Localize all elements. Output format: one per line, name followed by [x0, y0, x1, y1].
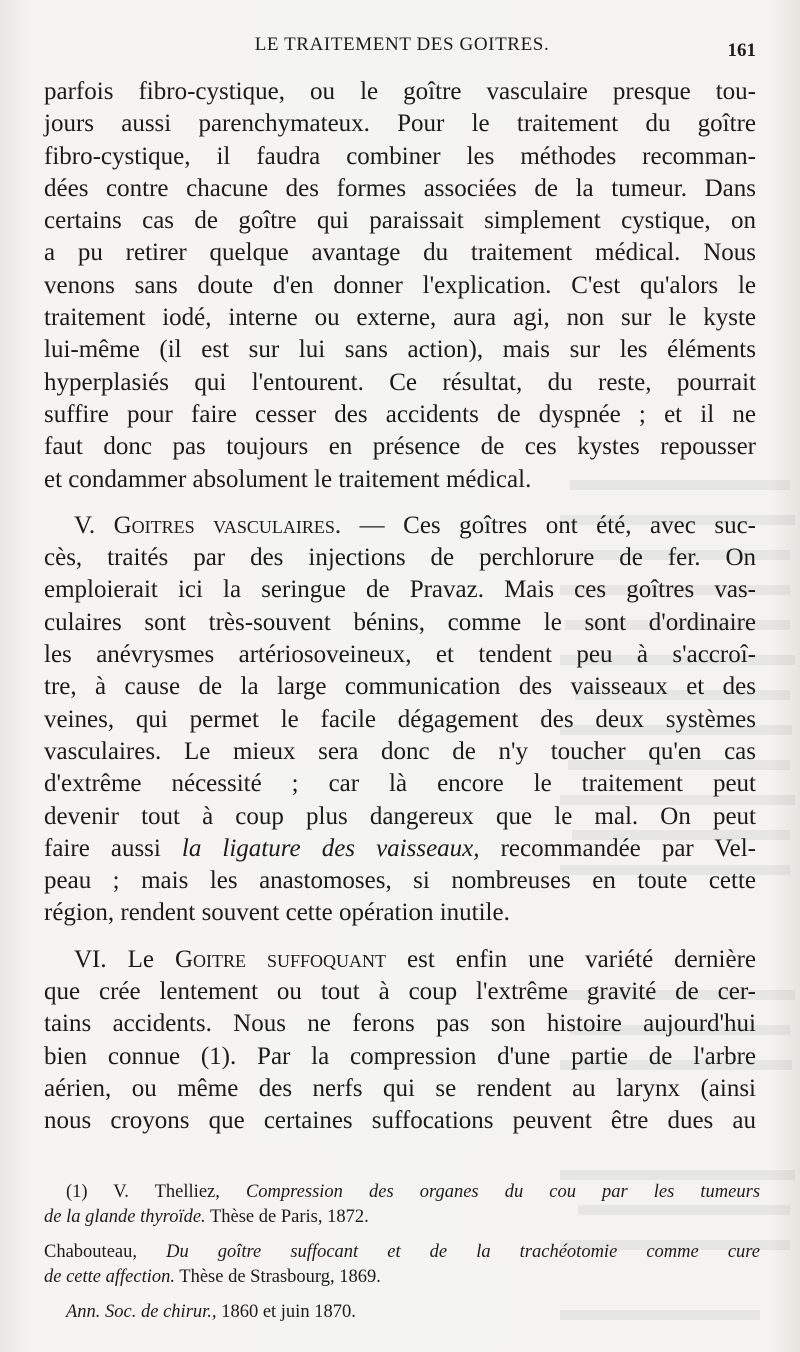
- text-line: les anévrysmes artériosoveineux, et tendent peu à s'accroî-: [44, 641, 756, 669]
- footnote-title: de la glande thyroïde.: [44, 1207, 206, 1227]
- section-heading: Goitre suffoquant: [174, 945, 387, 973]
- footnote-title: Compression des organes du cou par les tumeurs: [245, 1182, 761, 1202]
- paragraph-gap: [44, 930, 756, 944]
- footnote-journal: Ann. Soc. de chirur.,: [66, 1302, 217, 1322]
- text-line: que crée lentement ou tout à coup l'extrême gravité de cer-: [44, 978, 756, 1006]
- text-line: certains cas de goître qui paraissait simplement cystique, on: [44, 207, 756, 235]
- footnote-gap: [44, 1290, 760, 1300]
- footnote-citation: Thèse de Paris, 1872.: [209, 1207, 369, 1227]
- footnote-gap: [44, 1230, 760, 1240]
- section-goitre-suffoquant: [44, 944, 756, 1138]
- section-heading: Goitres vasculaires.: [113, 511, 342, 539]
- footnote-title: Du goître suffocant et de la trachéotomie comme cure: [166, 1242, 760, 1262]
- page-header: [44, 34, 760, 64]
- italic-phrase: la ligature des vaisseaux,: [181, 834, 480, 862]
- section-numeral: V.: [74, 511, 96, 539]
- footnotes: [44, 1180, 760, 1325]
- text-line: bien connue (1). Par la compression d'une partie de l'arbre: [44, 1042, 756, 1070]
- text-line: tains accidents. Nous ne ferons pas son histoire aujourd'hui: [44, 1010, 756, 1038]
- text-line: peau ; mais les anastomoses, si nombreuses en toute cette: [44, 867, 756, 895]
- footnote-author: Chabouteau,: [44, 1242, 137, 1262]
- text-line: tre, à cause de la large communication des vaisseaux et des: [44, 673, 756, 701]
- text-line: cès, traités par des injections de perchlorure de fer. On: [44, 544, 756, 572]
- text-fragment: est enfin une variété dernière: [407, 945, 757, 973]
- text-line: fibro-cystique, il faudra combiner les méthodes recomman-: [44, 142, 756, 170]
- footnote-1-line-1: [44, 1180, 760, 1205]
- text-line: nous croyons que certaines suffocations peuvent être dues au: [44, 1107, 756, 1135]
- text-fragment: faire aussi: [44, 834, 161, 862]
- text-fragment: — Ces goîtres ont été, avec suc-: [359, 511, 757, 539]
- text-line: dées contre chacune des formes associées de la tumeur. Dans: [44, 174, 756, 202]
- text-line: parfois fibro-cystique, ou le goître vasculaire presque tou-: [44, 78, 756, 105]
- text-line: devenir tout à coup plus dangereux que le mal. On peut: [44, 802, 756, 830]
- text-fragment: recommandée par Vel-: [500, 834, 757, 862]
- text-line: emploierait ici la seringue de Pravaz. Mais ces goîtres vas-: [44, 576, 756, 604]
- footnote-title: de cette affection.: [44, 1267, 175, 1287]
- text-line: faut donc pas toujours en présence de ces kystes repousser: [44, 433, 756, 461]
- text-line: venons sans doute d'en donner l'explication. C'est qu'alors le: [44, 271, 756, 299]
- running-head: LE TRAITEMENT DES GOITRES.: [254, 34, 550, 55]
- text-line: d'extrême nécessité ; car là encore le traitement peut: [44, 770, 756, 798]
- text-line: et condammer absolument le traitement médical.: [44, 465, 532, 493]
- footnote-2-line-2: [44, 1265, 760, 1290]
- footnote-citation: Thèse de Strasbourg, 1869.: [179, 1267, 381, 1287]
- page-number: 161: [727, 40, 756, 61]
- text-line-ligature: [44, 833, 756, 865]
- text-line: aérien, ou même des nerfs qui se rendent au larynx (ainsi: [44, 1074, 756, 1102]
- text-line: jours aussi parenchymateux. Pour le traitement du goître: [44, 110, 756, 138]
- footnote-marker: (1) V. Thelliez,: [66, 1182, 220, 1202]
- section-goitres-vasculaires: [44, 510, 756, 930]
- text-line: hyperplasiés qui l'entourent. Ce résultat, du reste, pourrait: [44, 368, 756, 396]
- text-line: lui-même (il est sur lui sans action), mais sur les éléments: [44, 336, 756, 364]
- body-text: [44, 76, 756, 1138]
- text-line: culaires sont très-souvent bénins, comme le sont d'ordinaire: [44, 608, 756, 636]
- paragraph-goitre-fibro-cystique: [44, 76, 756, 496]
- section-numeral: VI. Le: [74, 945, 154, 973]
- section-heading-line: [44, 510, 756, 542]
- text-line: suffire pour faire cesser des accidents de dyspnée ; et il ne: [44, 400, 756, 428]
- footnote-citation: 1860 et juin 1870.: [221, 1302, 356, 1322]
- text-line: a pu retirer quelque avantage du traitement médical. Nous: [44, 239, 756, 267]
- text-line: traitement iodé, interne ou externe, aura agi, non sur le kyste: [44, 304, 756, 332]
- text-line: vasculaires. Le mieux sera donc de n'y toucher qu'en cas: [44, 737, 756, 765]
- text-line: veines, qui permet le facile dégagement des deux systèmes: [44, 705, 756, 733]
- section-heading-line: [44, 944, 756, 976]
- footnote-2-line-1: [44, 1240, 760, 1265]
- paragraph-gap: [44, 496, 756, 510]
- footnote-1-line-2: [44, 1205, 760, 1230]
- footnote-3: [44, 1300, 760, 1325]
- text-line: région, rendent souvent cette opération inutile.: [44, 899, 510, 927]
